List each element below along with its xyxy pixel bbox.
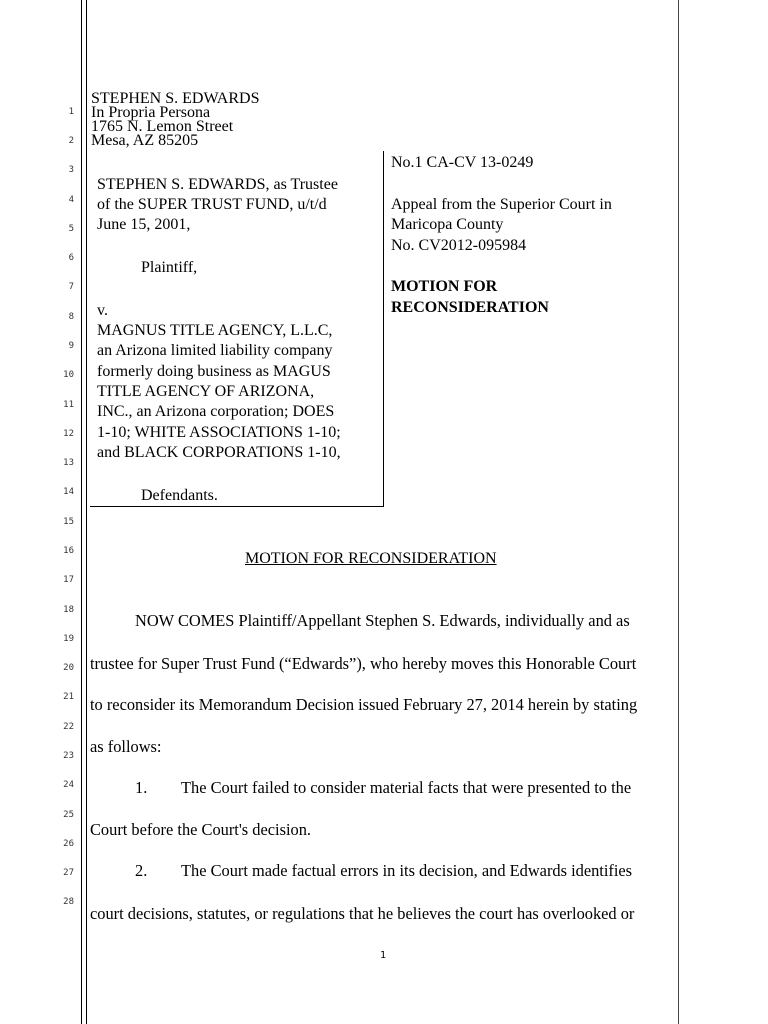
appeal-line: No. CV2012-095984 xyxy=(391,237,527,254)
line-number: 2 xyxy=(68,136,74,146)
line-number: 20 xyxy=(63,663,74,673)
caption-plaintiff-designation: Plaintiff, xyxy=(141,259,198,276)
body-line: court decisions, statutes, or regulations that he believes the court has overlooked or xyxy=(90,904,635,923)
body-line: The Court failed to consider material facts that were presented to the xyxy=(181,778,632,797)
right-margin-rule xyxy=(678,0,679,1024)
caption-defendant-line: and BLACK CORPORATIONS 1-10, xyxy=(97,444,341,461)
party-name: STEPHEN S. EDWARDS xyxy=(91,90,260,107)
line-number: 19 xyxy=(63,634,74,644)
party-street: 1765 N. Lemon Street xyxy=(91,118,234,135)
body-line: trustee for Super Trust Fund (“Edwards”), who hereby moves this Honorable Court xyxy=(90,654,637,673)
case-number: No.1 CA-CV 13-0249 xyxy=(391,154,534,171)
line-number: 27 xyxy=(63,868,74,878)
caption-defendant-line: MAGNUS TITLE AGENCY, L.L.C, xyxy=(97,322,333,339)
line-number: 17 xyxy=(63,575,74,585)
line-number: 8 xyxy=(68,312,74,322)
line-number: 28 xyxy=(63,897,74,907)
line-number: 23 xyxy=(63,751,74,761)
body-line: Court before the Court's decision. xyxy=(90,820,311,839)
motion-caption-title: MOTION FOR xyxy=(391,278,498,295)
appeal-line: Maricopa County xyxy=(391,216,504,233)
caption-defendant-line: formerly doing business as MAGUS xyxy=(97,363,331,380)
line-number: 3 xyxy=(68,165,74,175)
line-number: 10 xyxy=(63,370,74,380)
body-line: to reconsider its Memorandum Decision issued February 27, 2014 herein by stating xyxy=(90,695,638,714)
body-line: NOW COMES Plaintiff/Appellant Stephen S. Edwards, individually and as xyxy=(135,611,630,630)
line-number: 6 xyxy=(68,253,74,263)
motion-caption-title: RECONSIDERATION xyxy=(391,299,549,316)
line-number: 1 xyxy=(68,107,74,117)
line-number: 15 xyxy=(63,517,74,527)
document-title: MOTION FOR RECONSIDERATION xyxy=(245,550,497,567)
party-status: In Propria Persona xyxy=(91,104,211,121)
caption-plaintiff-line: STEPHEN S. EDWARDS, as Trustee xyxy=(97,176,338,193)
line-number: 14 xyxy=(63,487,74,497)
line-number: 7 xyxy=(68,282,74,292)
line-number: 24 xyxy=(63,780,74,790)
line-number: 13 xyxy=(63,458,74,468)
appeal-line: Appeal from the Superior Court in xyxy=(391,196,612,213)
line-number: 21 xyxy=(63,692,74,702)
line-number: 22 xyxy=(63,722,74,732)
caption-defendant-designation: Defendants. xyxy=(141,487,218,504)
party-city: Mesa, AZ 85205 xyxy=(91,132,199,149)
list-number: 2. xyxy=(135,861,148,880)
line-number: 12 xyxy=(63,429,74,439)
line-number: 4 xyxy=(68,195,74,205)
line-number: 9 xyxy=(68,341,74,351)
line-number: 26 xyxy=(63,839,74,849)
body-line: as follows: xyxy=(90,737,162,756)
line-number: 11 xyxy=(63,400,74,410)
line-number: 18 xyxy=(63,605,74,615)
caption-defendant-line: 1-10; WHITE ASSOCIATIONS 1-10; xyxy=(97,424,341,441)
caption-plaintiff-line: June 15, 2001, xyxy=(97,216,191,233)
left-margin-rule-outer xyxy=(81,0,82,1024)
line-number: 5 xyxy=(68,224,74,234)
caption-defendant-line: INC., an Arizona corporation; DOES xyxy=(97,403,335,420)
left-margin-rule-inner xyxy=(86,0,87,1024)
line-number: 16 xyxy=(63,546,74,556)
list-number: 1. xyxy=(135,778,148,797)
page-number: 1 xyxy=(380,950,387,961)
caption-plaintiff-line: of the SUPER TRUST FUND, u/t/d xyxy=(97,196,327,213)
line-number: 25 xyxy=(63,810,74,820)
caption-versus: v. xyxy=(97,302,108,319)
body-line: The Court made factual errors in its decision, and Edwards identifies xyxy=(181,861,633,880)
caption-defendant-line: an Arizona limited liability company xyxy=(97,342,333,359)
caption-defendant-line: TITLE AGENCY OF ARIZONA, xyxy=(97,383,315,400)
